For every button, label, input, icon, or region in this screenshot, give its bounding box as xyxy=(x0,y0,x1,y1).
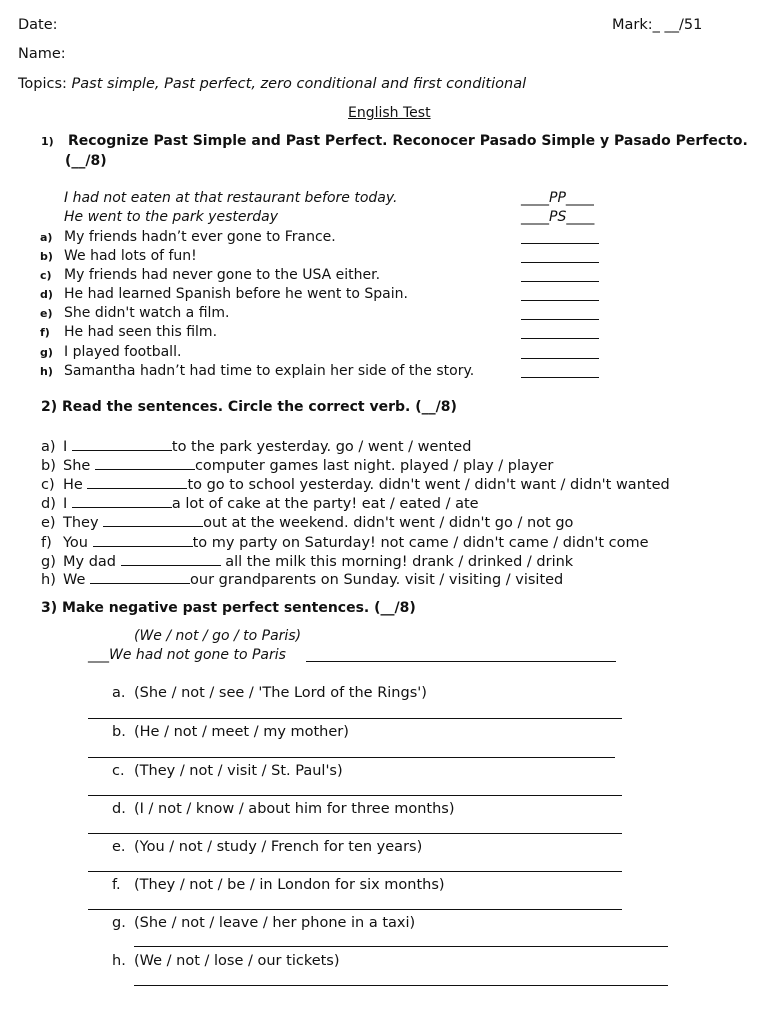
item-letter: e. xyxy=(112,839,126,855)
list-item xyxy=(41,533,649,551)
answer-blank[interactable] xyxy=(90,570,190,584)
item-rest: out at the weekend. didn't went / didn't go / not go xyxy=(203,515,574,531)
item-subject: She xyxy=(63,458,91,474)
list-item xyxy=(41,570,563,588)
item-sentence: He had learned Spanish before he went to Spain. xyxy=(64,286,408,302)
item-rest: a lot of cake at the party! eat / eated / ate xyxy=(171,496,479,512)
answer-line[interactable] xyxy=(88,871,622,872)
example-answer-1: ____PP____ xyxy=(521,190,594,206)
answer-blank[interactable] xyxy=(521,324,599,339)
example-sentence-1: I had not eaten at that restaurant before today. xyxy=(64,190,398,206)
topics-line xyxy=(18,76,526,92)
item-prompt: (You / not / study / French for ten years) xyxy=(134,839,423,855)
item-letter: a) xyxy=(41,439,56,455)
answer-blank[interactable] xyxy=(95,456,195,470)
item-sentence: Samantha hadn’t had time to explain her side of the story. xyxy=(64,363,475,379)
example-sentence-2: He went to the park yesterday xyxy=(64,209,278,225)
answer-line xyxy=(306,661,616,662)
list-item xyxy=(112,953,340,969)
item-letter: h) xyxy=(40,365,53,378)
item-letter: f) xyxy=(41,535,52,551)
list-item xyxy=(112,839,422,855)
list-item xyxy=(40,363,474,379)
list-item xyxy=(41,456,553,474)
test-title: English Test xyxy=(348,105,431,121)
list-item xyxy=(112,801,455,817)
item-prompt: (She / not / see / 'The Lord of the Rings') xyxy=(134,685,427,701)
item-rest: computer games last night. played / play / player xyxy=(194,458,554,474)
example-prompt: (We / not / go / to Paris) xyxy=(134,628,302,644)
item-subject: I xyxy=(63,496,68,512)
answer-blank[interactable] xyxy=(121,552,221,566)
item-prompt: (She / not / leave / her phone in a taxi) xyxy=(134,915,416,931)
answer-blank[interactable] xyxy=(93,533,193,547)
answer-line[interactable] xyxy=(88,833,622,834)
item-letter: h. xyxy=(112,953,126,969)
list-item xyxy=(40,267,380,283)
list-item xyxy=(41,513,573,531)
item-rest: our grandparents on Sunday. visit / visiting / visited xyxy=(190,572,564,588)
answer-line[interactable] xyxy=(134,946,668,947)
answer-blank[interactable] xyxy=(72,494,172,508)
answer-line[interactable] xyxy=(88,757,615,758)
answer-line[interactable] xyxy=(134,985,668,986)
list-item xyxy=(112,685,427,701)
list-item xyxy=(112,877,445,893)
item-sentence: My friends hadn’t ever gone to France. xyxy=(64,229,336,245)
item-prompt: (They / not / be / in London for six months) xyxy=(134,877,445,893)
answer-line[interactable] xyxy=(88,795,622,796)
item-sentence: I played football. xyxy=(64,344,182,360)
item-prompt: (He / not / meet / my mother) xyxy=(134,724,349,740)
section1-number: 1) xyxy=(41,135,54,148)
item-subject: I xyxy=(63,439,68,455)
item-sentence: We had lots of fun! xyxy=(64,248,197,264)
section2-title: 2) Read the sentences. Circle the correct verb. (__/8) xyxy=(41,399,457,415)
item-letter: g. xyxy=(112,915,126,931)
answer-blank[interactable] xyxy=(87,475,187,489)
item-letter: e) xyxy=(40,307,53,320)
item-prompt: (I / not / know / about him for three months) xyxy=(134,801,455,817)
list-item xyxy=(112,915,415,931)
item-rest: to my party on Saturday! not came / didn't came / didn't come xyxy=(192,535,649,551)
list-item xyxy=(40,248,197,264)
item-letter: c) xyxy=(40,269,52,282)
item-prompt: (They / not / visit / St. Paul's) xyxy=(134,763,343,779)
list-item xyxy=(41,494,479,512)
item-sentence: She didn't watch a film. xyxy=(64,305,230,321)
item-letter: g) xyxy=(40,346,53,359)
item-prompt: (We / not / lose / our tickets) xyxy=(134,953,340,969)
item-letter: g) xyxy=(41,554,56,570)
answer-blank[interactable] xyxy=(521,248,599,263)
item-letter: h) xyxy=(41,572,56,588)
item-letter: d) xyxy=(41,496,56,512)
section1-score: (__/8) xyxy=(65,153,107,169)
item-letter: b) xyxy=(41,458,56,474)
section1-title: Recognize Past Simple and Past Perfect. Reconocer Pasado Simple y Pasado Perfecto. xyxy=(68,133,748,149)
list-item xyxy=(40,286,408,302)
item-letter: c) xyxy=(41,477,55,493)
answer-blank[interactable] xyxy=(521,267,599,282)
list-item xyxy=(41,552,573,570)
item-rest: to go to school yesterday. didn't went / didn't want / didn't wanted xyxy=(187,477,670,493)
list-item xyxy=(41,437,471,455)
list-item xyxy=(40,305,230,321)
item-subject: We xyxy=(63,572,86,588)
item-letter: b) xyxy=(40,250,53,263)
list-item xyxy=(40,324,217,340)
answer-blank[interactable] xyxy=(72,437,172,451)
item-letter: e) xyxy=(41,515,56,531)
item-rest: to the park yesterday. go / went / wented xyxy=(171,439,472,455)
item-letter: c. xyxy=(112,763,125,779)
answer-blank[interactable] xyxy=(521,363,599,378)
item-rest: all the milk this morning! drank / drinked / drink xyxy=(225,554,574,570)
item-sentence: My friends had never gone to the USA either. xyxy=(64,267,381,283)
item-sentence: He had seen this film. xyxy=(64,324,218,340)
item-subject: My dad xyxy=(63,554,116,570)
answer-blank[interactable] xyxy=(521,305,599,320)
list-item xyxy=(40,229,336,245)
topics-value: Past simple, Past perfect, zero conditional and first conditional xyxy=(71,76,527,92)
item-subject: They xyxy=(63,515,99,531)
item-letter: f. xyxy=(112,877,121,893)
item-subject: You xyxy=(63,535,88,551)
answer-blank[interactable] xyxy=(521,344,599,359)
section3-title: 3) Make negative past perfect sentences. (__/8) xyxy=(41,600,416,616)
topics-label: Topics: xyxy=(18,76,67,92)
mark-label: Mark:_ __/51 xyxy=(612,17,703,33)
answer-blank[interactable] xyxy=(103,513,203,527)
item-letter: a. xyxy=(112,685,126,701)
list-item xyxy=(41,475,670,493)
answer-blank[interactable] xyxy=(521,286,599,301)
item-letter: b. xyxy=(112,724,126,740)
answer-blank[interactable] xyxy=(521,229,599,244)
example-answer-2: ____PS____ xyxy=(521,209,595,225)
item-letter: d) xyxy=(40,288,53,301)
name-label: Name: xyxy=(18,46,66,62)
item-letter: f) xyxy=(40,326,50,339)
item-letter: a) xyxy=(40,231,53,244)
list-item xyxy=(112,724,349,740)
date-label: Date: xyxy=(18,17,58,33)
list-item xyxy=(112,763,343,779)
answer-line[interactable] xyxy=(88,718,622,719)
item-subject: He xyxy=(63,477,83,493)
answer-line[interactable] xyxy=(88,909,622,910)
list-item xyxy=(40,344,181,360)
example-answer: ___We had not gone to Paris xyxy=(88,647,286,663)
item-letter: d. xyxy=(112,801,126,817)
